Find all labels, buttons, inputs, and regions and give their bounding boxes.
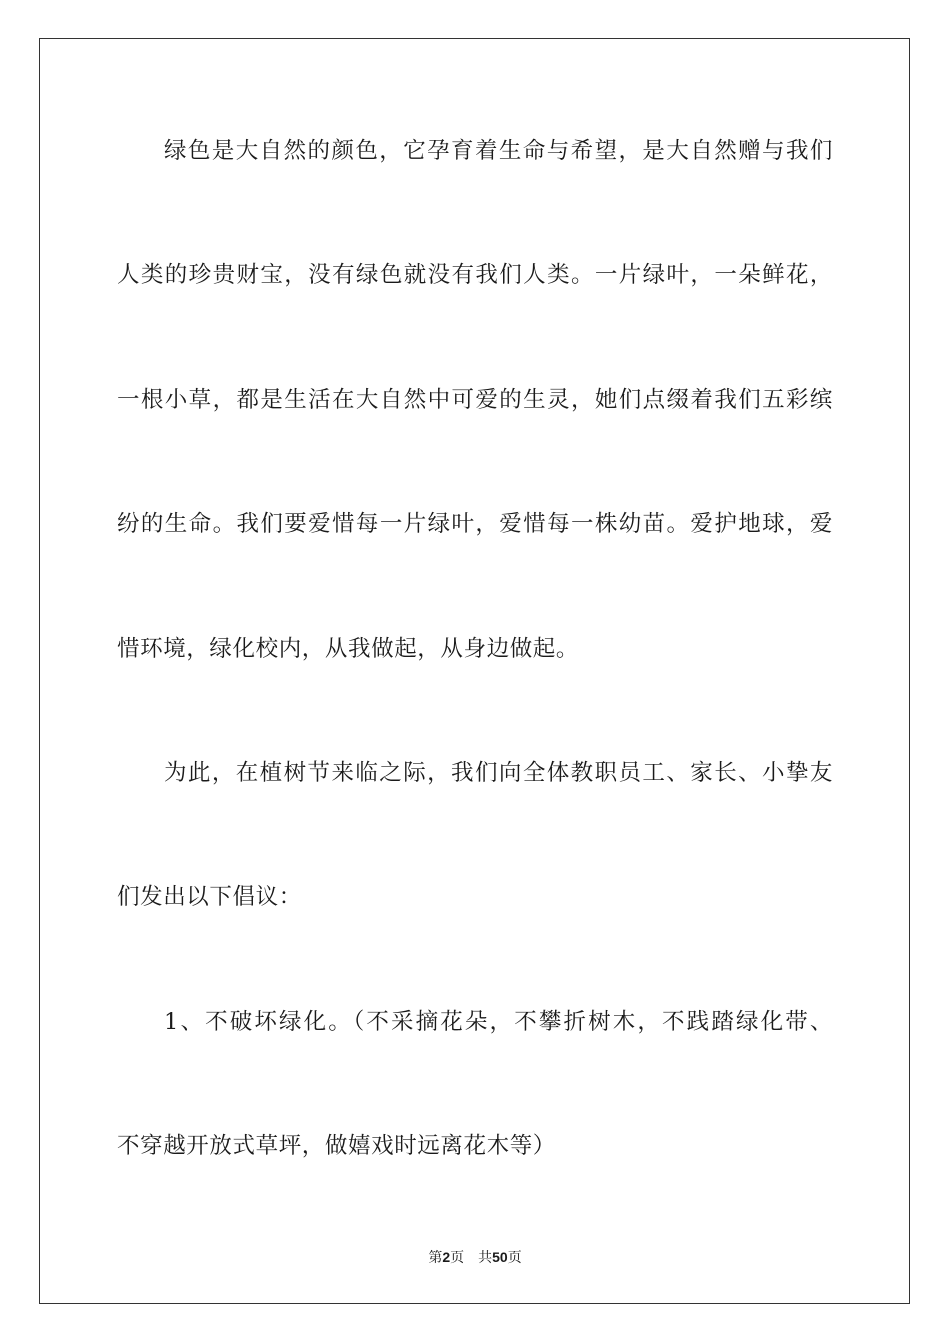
paragraph-1-line-2: 人类的珍贵财宝，没有绿色就没有我们人类。一片绿叶，一朵鲜花， [117, 262, 833, 288]
page-border [39, 38, 910, 1304]
current-page-number: 2 [442, 1249, 451, 1265]
footer-total-prefix: 共 [478, 1250, 493, 1266]
paragraph-1-line-4: 纷的生命。我们要爱惜每一片绿叶，爱惜每一株幼苗。爱护地球，爱 [117, 511, 833, 537]
footer-page-word: 页 [450, 1250, 465, 1266]
footer-prefix: 第 [428, 1250, 443, 1266]
paragraph-1-line-1: 绿色是大自然的颜色，它孕育着生命与希望，是大自然赠与我们 [164, 138, 833, 164]
paragraph-2-line-1: 为此，在植树节来临之际，我们向全体教职员工、家长、小挚友 [164, 760, 833, 786]
footer-total-suffix: 页 [507, 1250, 522, 1266]
paragraph-1-line-3: 一根小草，都是生活在大自然中可爱的生灵，她们点缀着我们五彩缤 [117, 387, 833, 413]
total-pages-number: 50 [492, 1249, 508, 1265]
paragraph-3-line-2: 不穿越开放式草坪，做嬉戏时远离花木等） [117, 1133, 556, 1159]
paragraph-2-line-2: 们发出以下倡议： [117, 884, 302, 910]
paragraph-3-line-1: 1、不破坏绿化。（不采摘花朵，不攀折树木，不践踏绿化带、 [164, 1009, 833, 1035]
paragraph-1-line-5: 惜环境，绿化校内，从我做起，从身边做起。 [117, 636, 580, 662]
page-footer [0, 1247, 950, 1268]
